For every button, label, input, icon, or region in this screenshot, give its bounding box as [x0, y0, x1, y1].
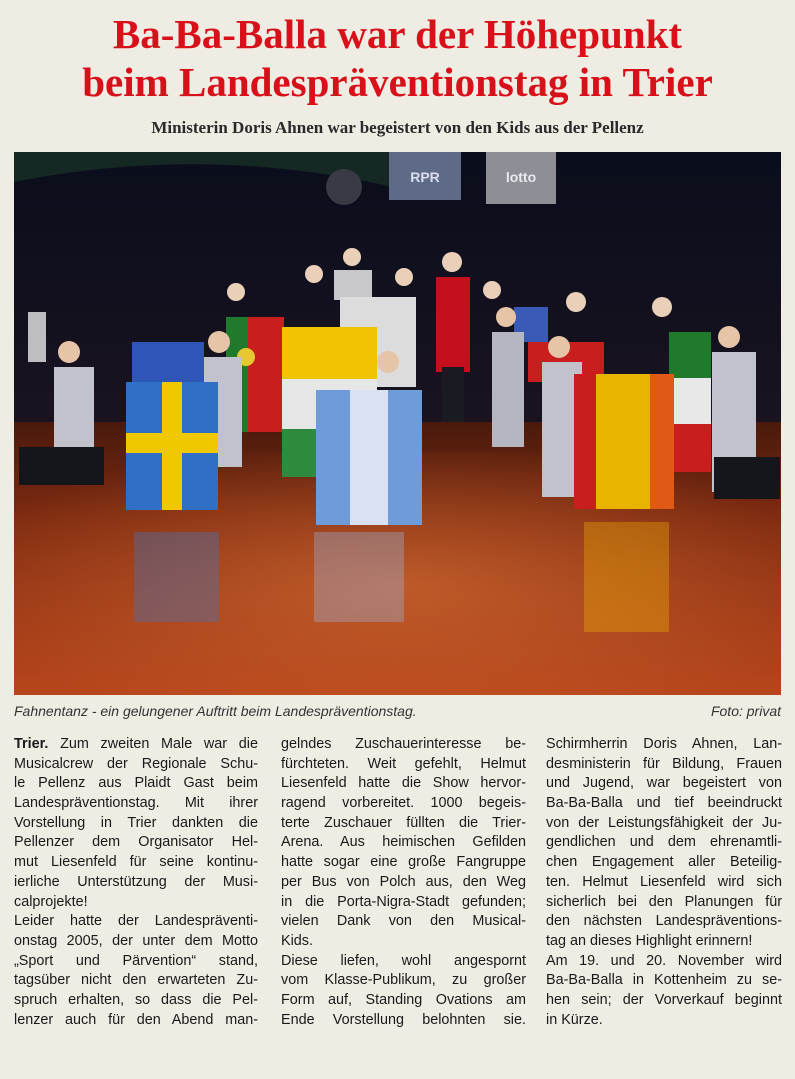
article-photo [14, 152, 781, 695]
photo-credit: Foto: privat [710, 703, 781, 719]
headline [0, 10, 795, 106]
flag-dance-photo [14, 152, 781, 695]
svg-text:RPR: RPR [410, 169, 440, 185]
flag-germany-spain [574, 374, 674, 509]
flag-sweden [126, 382, 218, 510]
dateline: Trier. [14, 736, 49, 752]
svg-text:lotto: lotto [505, 169, 537, 185]
headline-line-1: Ba-Ba-Balla war der Höhepunkt [112, 11, 683, 57]
photo-caption: Fahnentanz - ein gelungener Auftritt beim Landespräventionstag. [14, 703, 417, 719]
article-column-1: Trier. Zum zweiten Male war die Musicalcrew der Regionale Schu- le Pellenz aus Plaidt Gast beim Landespräventionstag. Mit ihrer Vorstellung in Trier dankten die Pellenzer dem Organisator Hel- mut Liesenfeld für seine kontinu- ierliche Unterstützung der Musi- calprojekte! Leider hatte der Landespräventi- onstag 2005, der unter dem Motto „Sport und Pärvention“ stand, tagsüber nicht den erwarteten Zu- spruch erhalten, so dass die Pel- lenzer auch für den Abend man- [14, 736, 258, 1028]
headline-line-2: beim Landespräventionstag in Trier [82, 59, 713, 105]
subheadline: Ministerin Doris Ahnen war begeistert von den Kids aus der Pellenz [151, 118, 644, 137]
article-column-3: Schirmherrin Doris Ahnen, Lan- desministerin für Bildung, Frauen und Jugend, war begeistert von Ba-Ba-Balla und tief beeindruckt von der Leistungsfähigkeit der Ju- gendlichen und dem ehrenamtli- chen Engagement aller Beteilig- ten. Helmut Liesenfeld wird sich sicherlich bei den Planungen für den nächsten Landespräventions- tag an dieses Highlight erinnern! Am 19. und 20. November wird Ba-Ba-Balla in Kottenheim zu se- hen sein; der Vorverkauf beginnt in Kürze. [546, 736, 782, 1028]
article-column-2: gelndes Zuschauerinteresse be- fürchteten. Weit gefehlt, Helmut Liesenfeld hatte die Show hervor- ragend vorbereitet. 1000 begeis- terte Zuschauer füllten die Trier- Arena. Aus heimischen Gefilden hatte sogar eine große Fangruppe per Bus von Polch aus, den Weg in die Porta-Nigra-Stadt gefunden; vielen Dank von den Musical- Kids. Diese liefen, wohl angespornt vom Klasse-Publikum, zu großer Form auf, Standing Ovations am Ende Vorstellung belohnten sie. [281, 736, 526, 1028]
flag-argentina [316, 390, 422, 525]
dancer-red-costume [436, 277, 470, 372]
photo-caption-row [14, 703, 781, 723]
